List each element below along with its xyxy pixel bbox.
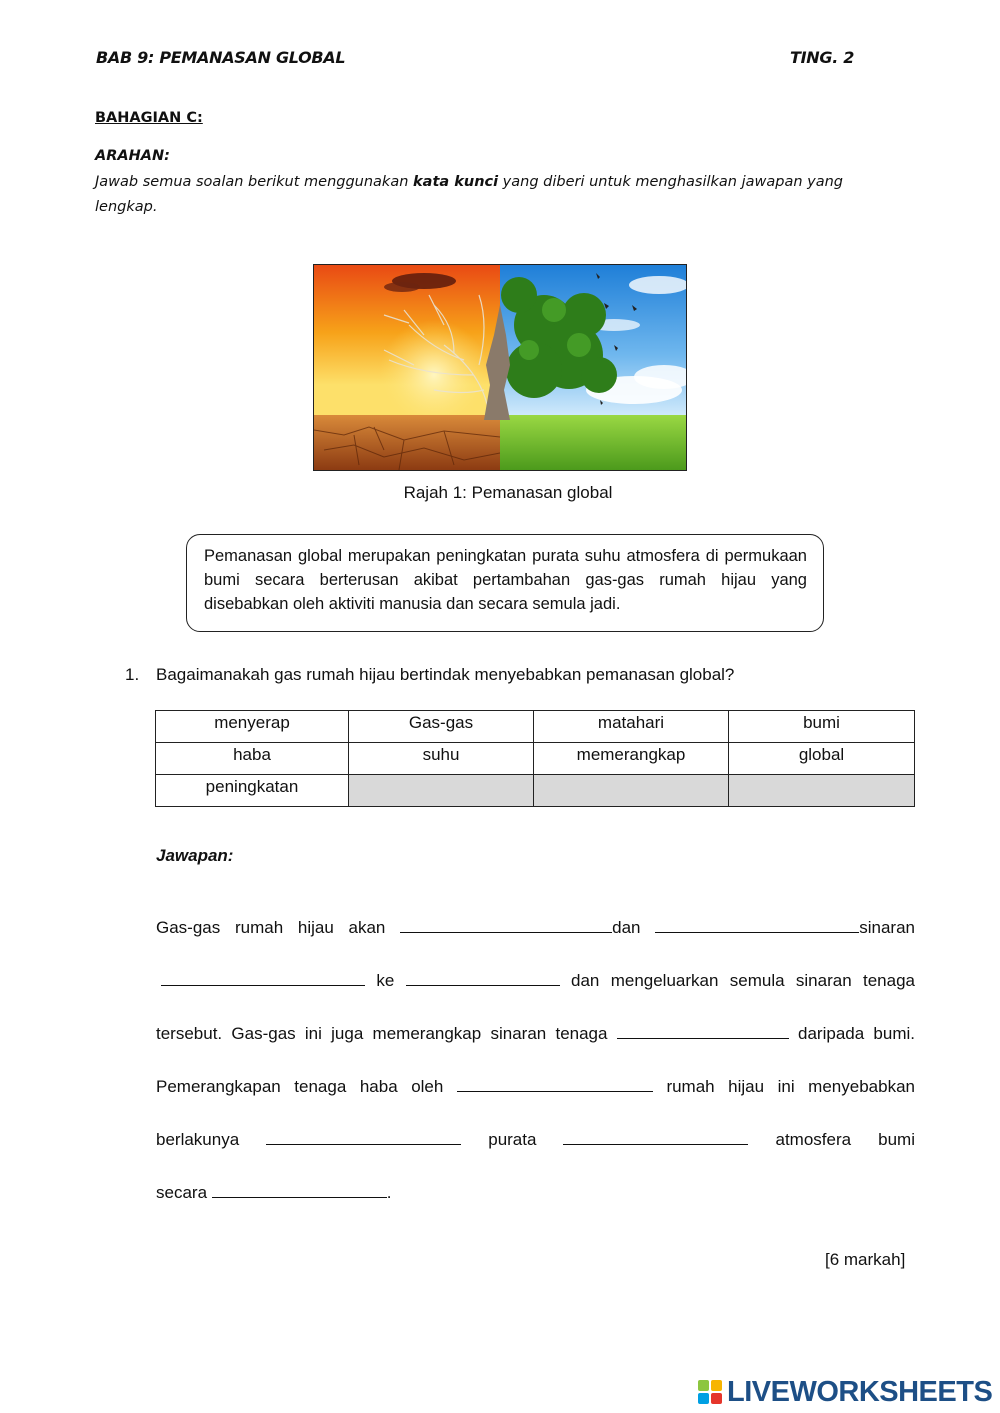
answer-blank-3[interactable] bbox=[161, 971, 365, 986]
answer-text: daripada bumi. bbox=[798, 1024, 916, 1043]
answer-blank-4[interactable] bbox=[406, 971, 560, 986]
keyword-cell: haba bbox=[156, 743, 349, 775]
header-chapter-title: BAB 9: PEMANASAN GLOBAL bbox=[96, 48, 346, 67]
answer-text: rumah hijau ini menyebabkan bbox=[666, 1077, 915, 1096]
logo-text: LIVEWORKSHEETS bbox=[727, 1375, 993, 1408]
answer-text: ke bbox=[376, 971, 395, 990]
answer-text: Gas-gas rumah hijau akan bbox=[156, 918, 386, 937]
answer-text: dan bbox=[612, 918, 641, 937]
answer-blank-1[interactable] bbox=[400, 918, 612, 933]
answer-line-2 bbox=[156, 971, 915, 991]
empty-cell bbox=[534, 775, 729, 807]
answer-text: berlakunya bbox=[156, 1130, 240, 1149]
logo-icon bbox=[698, 1380, 722, 1404]
answer-text: Pemerangkapan tenaga haba oleh bbox=[156, 1077, 444, 1096]
answer-text: secara bbox=[156, 1183, 208, 1202]
answer-text: sinaran bbox=[859, 918, 915, 937]
liveworksheets-logo bbox=[698, 1376, 992, 1408]
question-text: Bagaimanakah gas rumah hijau bertindak menyebabkan pemanasan global? bbox=[156, 665, 735, 684]
answer-text: tersebut. Gas-gas ini juga memerangkap sinaran tenaga bbox=[156, 1024, 608, 1043]
keyword-cell: menyerap bbox=[156, 711, 349, 743]
figure-caption: Rajah 1: Pemanasan global bbox=[403, 483, 613, 502]
answer-text: bumi bbox=[878, 1130, 915, 1149]
keyword-cell: global bbox=[729, 743, 915, 775]
keyword-cell: memerangkap bbox=[534, 743, 729, 775]
keyword-cell: bumi bbox=[729, 711, 915, 743]
keyword-cell: suhu bbox=[349, 743, 534, 775]
answer-line-1 bbox=[156, 918, 915, 938]
answer-label: Jawapan: bbox=[156, 846, 234, 865]
answer-line-3 bbox=[156, 1024, 915, 1044]
keyword-cell: peningkatan bbox=[156, 775, 349, 807]
answer-line-5 bbox=[156, 1130, 915, 1150]
empty-cell bbox=[349, 775, 534, 807]
table-row bbox=[156, 775, 915, 807]
answer-blank-6[interactable] bbox=[457, 1077, 653, 1092]
empty-cell bbox=[729, 775, 915, 807]
answer-line-4 bbox=[156, 1077, 915, 1097]
answer-text: . bbox=[386, 1183, 392, 1202]
instructions-text: Jawab semua soalan berikut menggunakan kata kunci yang diberi untuk menghasilkan jawapan yang lengkap. bbox=[95, 174, 843, 215]
definition-box: Pemanasan global merupakan peningkatan purata suhu atmosfera di permukaan bumi secara berterusan akibat pertambahan gas-gas rumah hijau yang disebabkan oleh aktiviti manusia dan secara semula jadi. bbox=[186, 534, 824, 632]
header-form-level: TING. 2 bbox=[790, 48, 855, 67]
answer-blank-5[interactable] bbox=[617, 1024, 789, 1039]
answer-blank-2[interactable] bbox=[655, 918, 859, 933]
answer-blank-9[interactable] bbox=[212, 1183, 387, 1198]
instructions-title: ARAHAN: bbox=[95, 148, 170, 164]
table-row bbox=[156, 711, 915, 743]
keyword-table bbox=[155, 710, 915, 807]
answer-blank-7[interactable] bbox=[266, 1130, 461, 1145]
answer-blank-8[interactable] bbox=[563, 1130, 748, 1145]
question-number: 1. bbox=[125, 665, 140, 684]
answer-text: atmosfera bbox=[775, 1130, 852, 1149]
tree-illustration bbox=[314, 265, 686, 470]
answer-text: purata bbox=[488, 1130, 537, 1149]
answer-line-6 bbox=[156, 1183, 915, 1203]
keyword-cell: matahari bbox=[534, 711, 729, 743]
section-title: BAHAGIAN C: bbox=[95, 110, 203, 126]
answer-text: dan mengeluarkan semula sinaran tenaga bbox=[571, 971, 915, 990]
global-warming-image bbox=[313, 264, 687, 471]
table-row bbox=[156, 743, 915, 775]
marks-label: [6 markah] bbox=[825, 1250, 906, 1269]
keyword-cell: Gas-gas bbox=[349, 711, 534, 743]
